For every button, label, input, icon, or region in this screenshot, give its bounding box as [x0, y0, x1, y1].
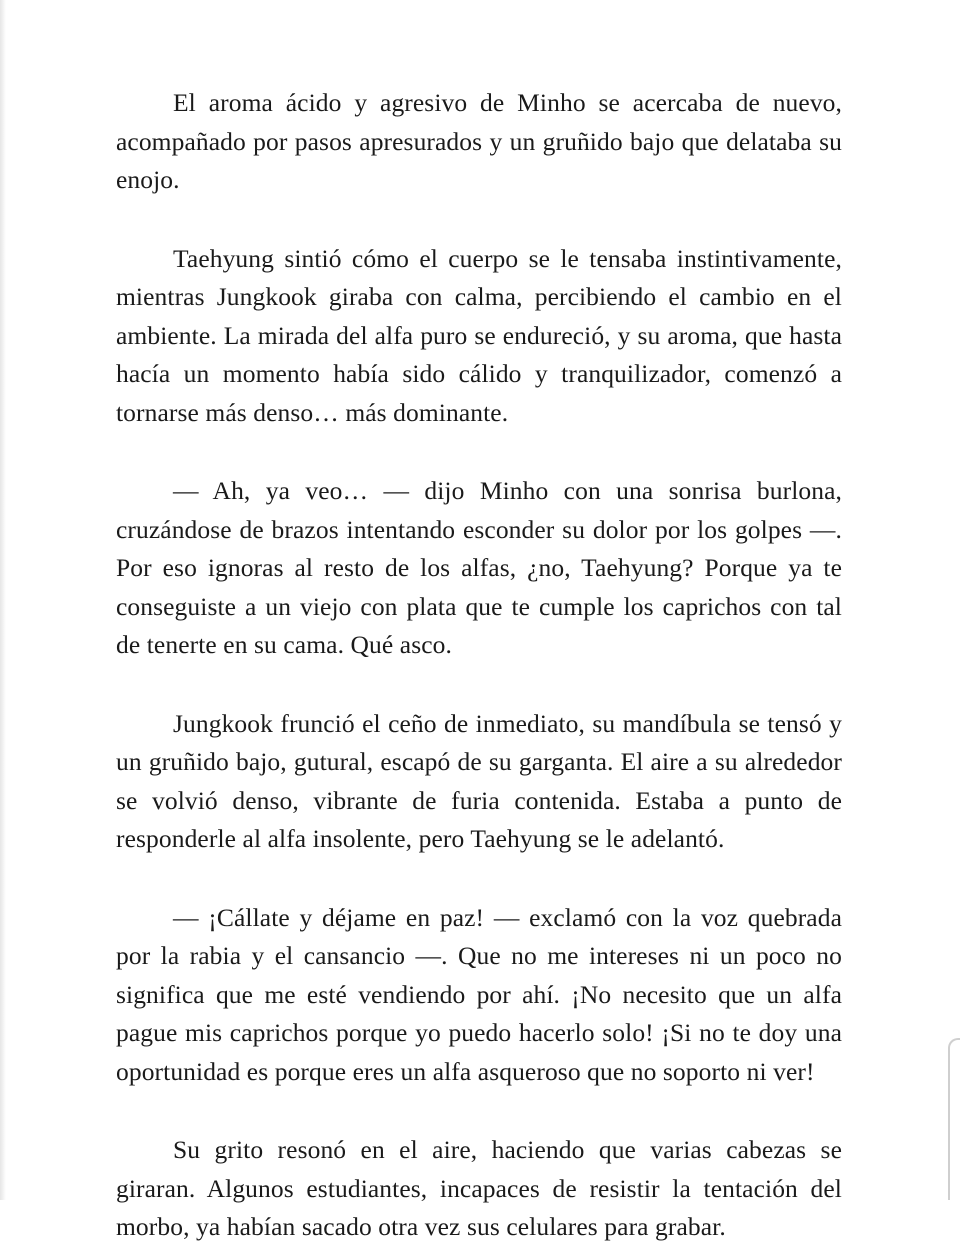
paragraph-1: El aroma ácido y agresivo de Minho se acercaba de nuevo, acompañado por pasos apresurados y un gruñido bajo que delataba su enojo.: [116, 88, 842, 194]
paragraph-5: — ¡Cállate y déjame en paz! — exclamó con la voz quebrada por la rabia y el cansancio —. Que no me intereses ni un poco no significa que me esté vendiendo por ahí. ¡No necesito que un alfa pague mis caprichos porque yo puedo hacerlo solo! ¡Si no te doy una oportunidad es porque eres un alfa asqueroso que no soporto ni ver!: [116, 902, 842, 1086]
scroll-handle[interactable]: [948, 1038, 960, 1200]
paragraph-6: Su grito resonó en el aire, haciendo que varias cabezas se giraran. Algunos estudiantes, incapaces de resistir la tentación del morbo, ya habían sacado otra vez sus celulares para grabar.: [116, 1135, 842, 1241]
story-text: [116, 84, 842, 1247]
paragraph-2: Taehyung sintió cómo el cuerpo se le tensaba instintivamente, mientras Jungkook giraba con calma, percibiendo el cambio en el ambiente. La mirada del alfa puro se endureció, y su aroma, que hasta hacía un momento había sido cálido y tranquilizador, comenzó a tornarse más denso… más dominante.: [116, 243, 842, 427]
page-left-edge: [0, 0, 6, 1200]
paragraph-4: Jungkook frunció el ceño de inmediato, su mandíbula se tensó y un gruñido bajo, gutural, escapó de su garganta. El aire a su alrededor se volvió denso, vibrante de furia contenida. Estaba a punto de responderle al alfa insolente, pero Taehyung se le adelantó.: [116, 708, 842, 853]
paragraph-3: — Ah, ya veo… — dijo Minho con una sonrisa burlona, cruzándose de brazos intentando esconder su dolor por los golpes —. Por eso ignoras al resto de los alfas, ¿no, Taehyung? Porque ya te conseguiste a un viejo con plata que te cumple los caprichos con tal de tenerte en su cama. Qué asco.: [116, 476, 842, 659]
